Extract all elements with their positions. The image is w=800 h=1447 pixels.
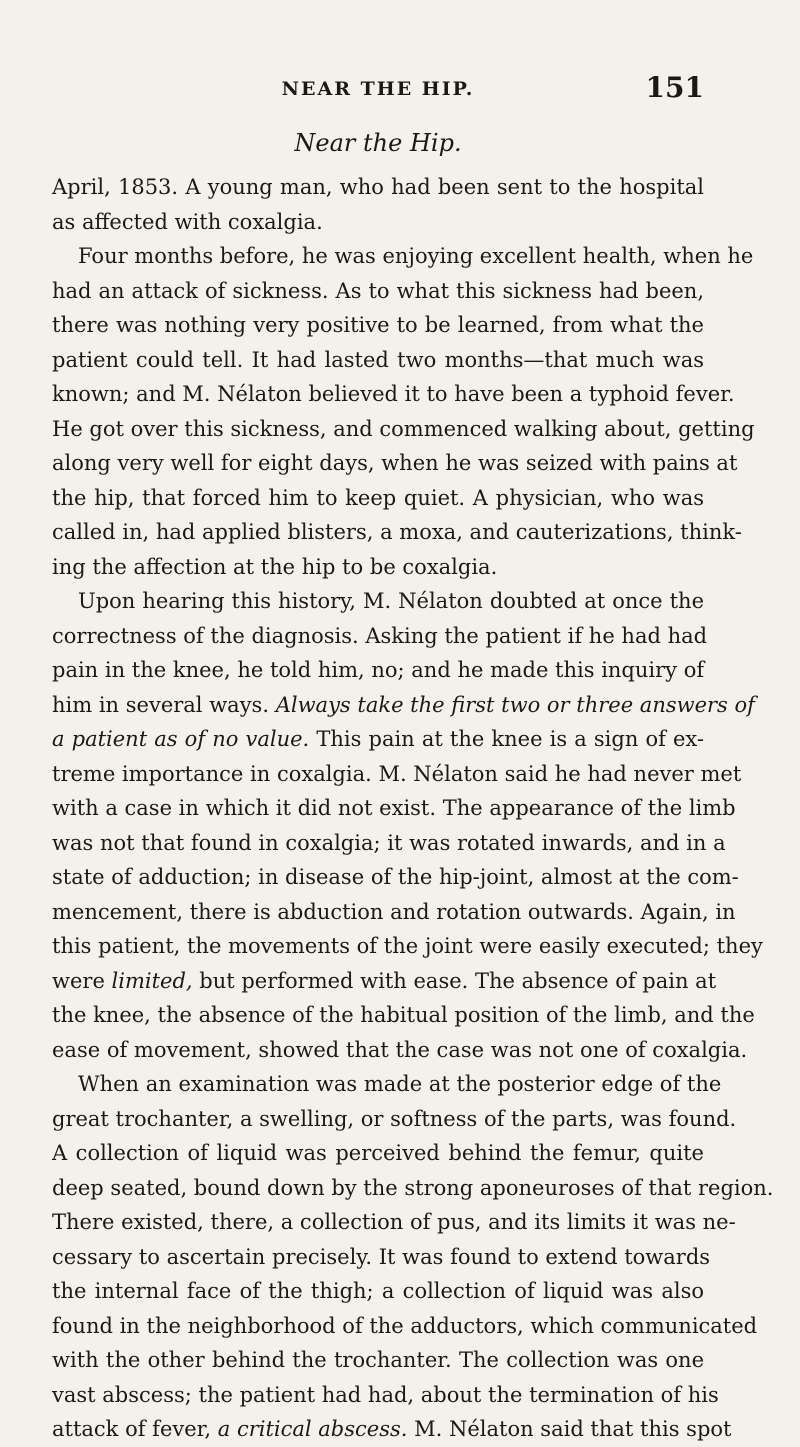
text-line <box>52 1067 722 1102</box>
text-line <box>52 412 755 447</box>
running-title: NEAR THE HIP. <box>281 78 475 100</box>
text-run: Upon hearing this history, M. Nélaton doubted at once the <box>78 589 704 613</box>
text-run: attack of fever, <box>52 1417 218 1441</box>
text-run: along very well for eight days, when he was seized with pains at <box>52 451 738 475</box>
text-run: mencement, there is abduction and rotation outwards. Again, in <box>52 899 736 924</box>
text-line <box>52 1309 758 1344</box>
text-line <box>52 1205 736 1240</box>
text-run: deep seated, bound down by the strong aponeuroses of that region. <box>52 1175 774 1200</box>
text-run: there was nothing very positive to be learned, from what the <box>52 313 704 337</box>
text-run: called in, had applied blisters, a moxa, and cauterizations, think- <box>52 520 742 544</box>
text-run: him in several ways. <box>52 692 276 717</box>
text-run: with a case in which it did not exist. The appearance of the limb <box>52 796 736 820</box>
text-run: There existed, there, a collection of pus, and its limits it was ne- <box>52 1210 736 1234</box>
text-line <box>52 929 763 964</box>
text-line <box>52 584 704 619</box>
text-line <box>52 791 736 826</box>
body-text <box>52 170 774 1447</box>
text-line <box>52 964 717 999</box>
text-run: pain in the knee, he told him, no; and he made this inquiry of <box>52 658 705 682</box>
text-run: the knee, the absence of the habitual position of the limb, and the <box>52 1003 755 1027</box>
text-run: correctness of the diagnosis. Asking the patient if he had had <box>52 623 708 648</box>
text-line <box>52 1240 711 1275</box>
text-line <box>52 1171 774 1206</box>
text-line <box>52 826 726 861</box>
text-line <box>52 619 708 654</box>
text-run: state of adduction; in disease of the hip-joint, almost at the com- <box>52 865 739 889</box>
text-line <box>52 998 755 1033</box>
text-line <box>52 446 738 481</box>
text-line <box>52 481 704 516</box>
text-run: A collection of liquid was perceived behind the femur, quite <box>52 1141 704 1165</box>
text-line <box>52 205 704 240</box>
text-run: known; and M. Nélaton believed it to have been a typhoid fever. <box>52 382 735 406</box>
italic-text-run: a patient as of no value. <box>52 727 310 751</box>
text-line <box>52 239 754 274</box>
text-line <box>52 170 704 205</box>
italic-text-run: a critical abscess. <box>217 1417 408 1441</box>
text-line <box>52 1102 737 1137</box>
text-line <box>52 377 735 412</box>
text-run: as affected with coxalgia. <box>52 209 323 234</box>
text-run: ease of movement, showed that the case was not one of coxalgia. <box>52 1037 748 1062</box>
text-line <box>52 1136 704 1171</box>
text-line <box>52 274 704 309</box>
text-line <box>52 860 739 895</box>
text-run: but performed with ease. The absence of pain at <box>192 968 717 993</box>
text-line <box>52 1412 732 1447</box>
text-run: cessary to ascertain precisely. It was found to extend towards <box>52 1244 711 1269</box>
text-run: was not that found in coxalgia; it was rotated inwards, and in a <box>52 830 726 855</box>
italic-text-run: Always take the first two or three answers of <box>275 692 755 717</box>
text-run: found in the neighborhood of the adductors, which communicated <box>52 1313 758 1338</box>
text-run: This pain at the knee is a sign of ex- <box>309 727 704 751</box>
text-line <box>52 515 742 550</box>
text-line <box>52 1274 704 1309</box>
text-run: the internal face of the thigh; a collection of liquid was also <box>52 1279 704 1303</box>
text-line <box>52 308 704 343</box>
text-run: treme importance in coxalgia. M. Nélaton said he had never met <box>52 761 742 786</box>
text-run: When an examination was made at the posterior edge of the <box>78 1072 722 1096</box>
text-run: M. Nélaton said that this spot <box>407 1417 732 1441</box>
text-line <box>52 688 755 723</box>
text-run: had an attack of sickness. As to what this sickness had been, <box>52 278 704 303</box>
text-line <box>52 1343 704 1378</box>
text-run: great trochanter, a swelling, or softness of the parts, was found. <box>52 1106 737 1131</box>
text-run: Four months before, he was enjoying excellent health, when he <box>78 244 754 268</box>
text-run: vast abscess; the patient had had, about the termination of his <box>52 1382 719 1407</box>
italic-text-run: limited, <box>111 968 193 993</box>
text-line <box>52 653 704 688</box>
text-line <box>52 895 736 930</box>
text-run: He got over this sickness, and commenced walking about, getting <box>52 416 755 441</box>
text-run: with the other behind the trochanter. The collection was one <box>52 1348 704 1372</box>
text-run: April, 1853. A young man, who had been sent to the hospital <box>52 175 704 199</box>
text-run: patient could tell. It had lasted two months—that much was <box>52 347 704 372</box>
text-line <box>52 343 704 378</box>
text-line <box>52 1033 748 1068</box>
page-number: 151 <box>645 71 704 104</box>
text-run: this patient, the movements of the joint were easily executed; they <box>52 934 763 958</box>
running-header <box>52 71 704 114</box>
text-run: ing the affection at the hip to be coxalgia. <box>52 554 498 579</box>
text-line <box>52 722 704 757</box>
section-title: Near the Hip. <box>294 129 462 157</box>
text-run: were <box>52 968 112 993</box>
text-line <box>52 757 742 792</box>
text-run: the hip, that forced him to keep quiet. A physician, who was <box>52 485 704 510</box>
text-line <box>52 1378 719 1413</box>
text-line <box>52 550 704 585</box>
